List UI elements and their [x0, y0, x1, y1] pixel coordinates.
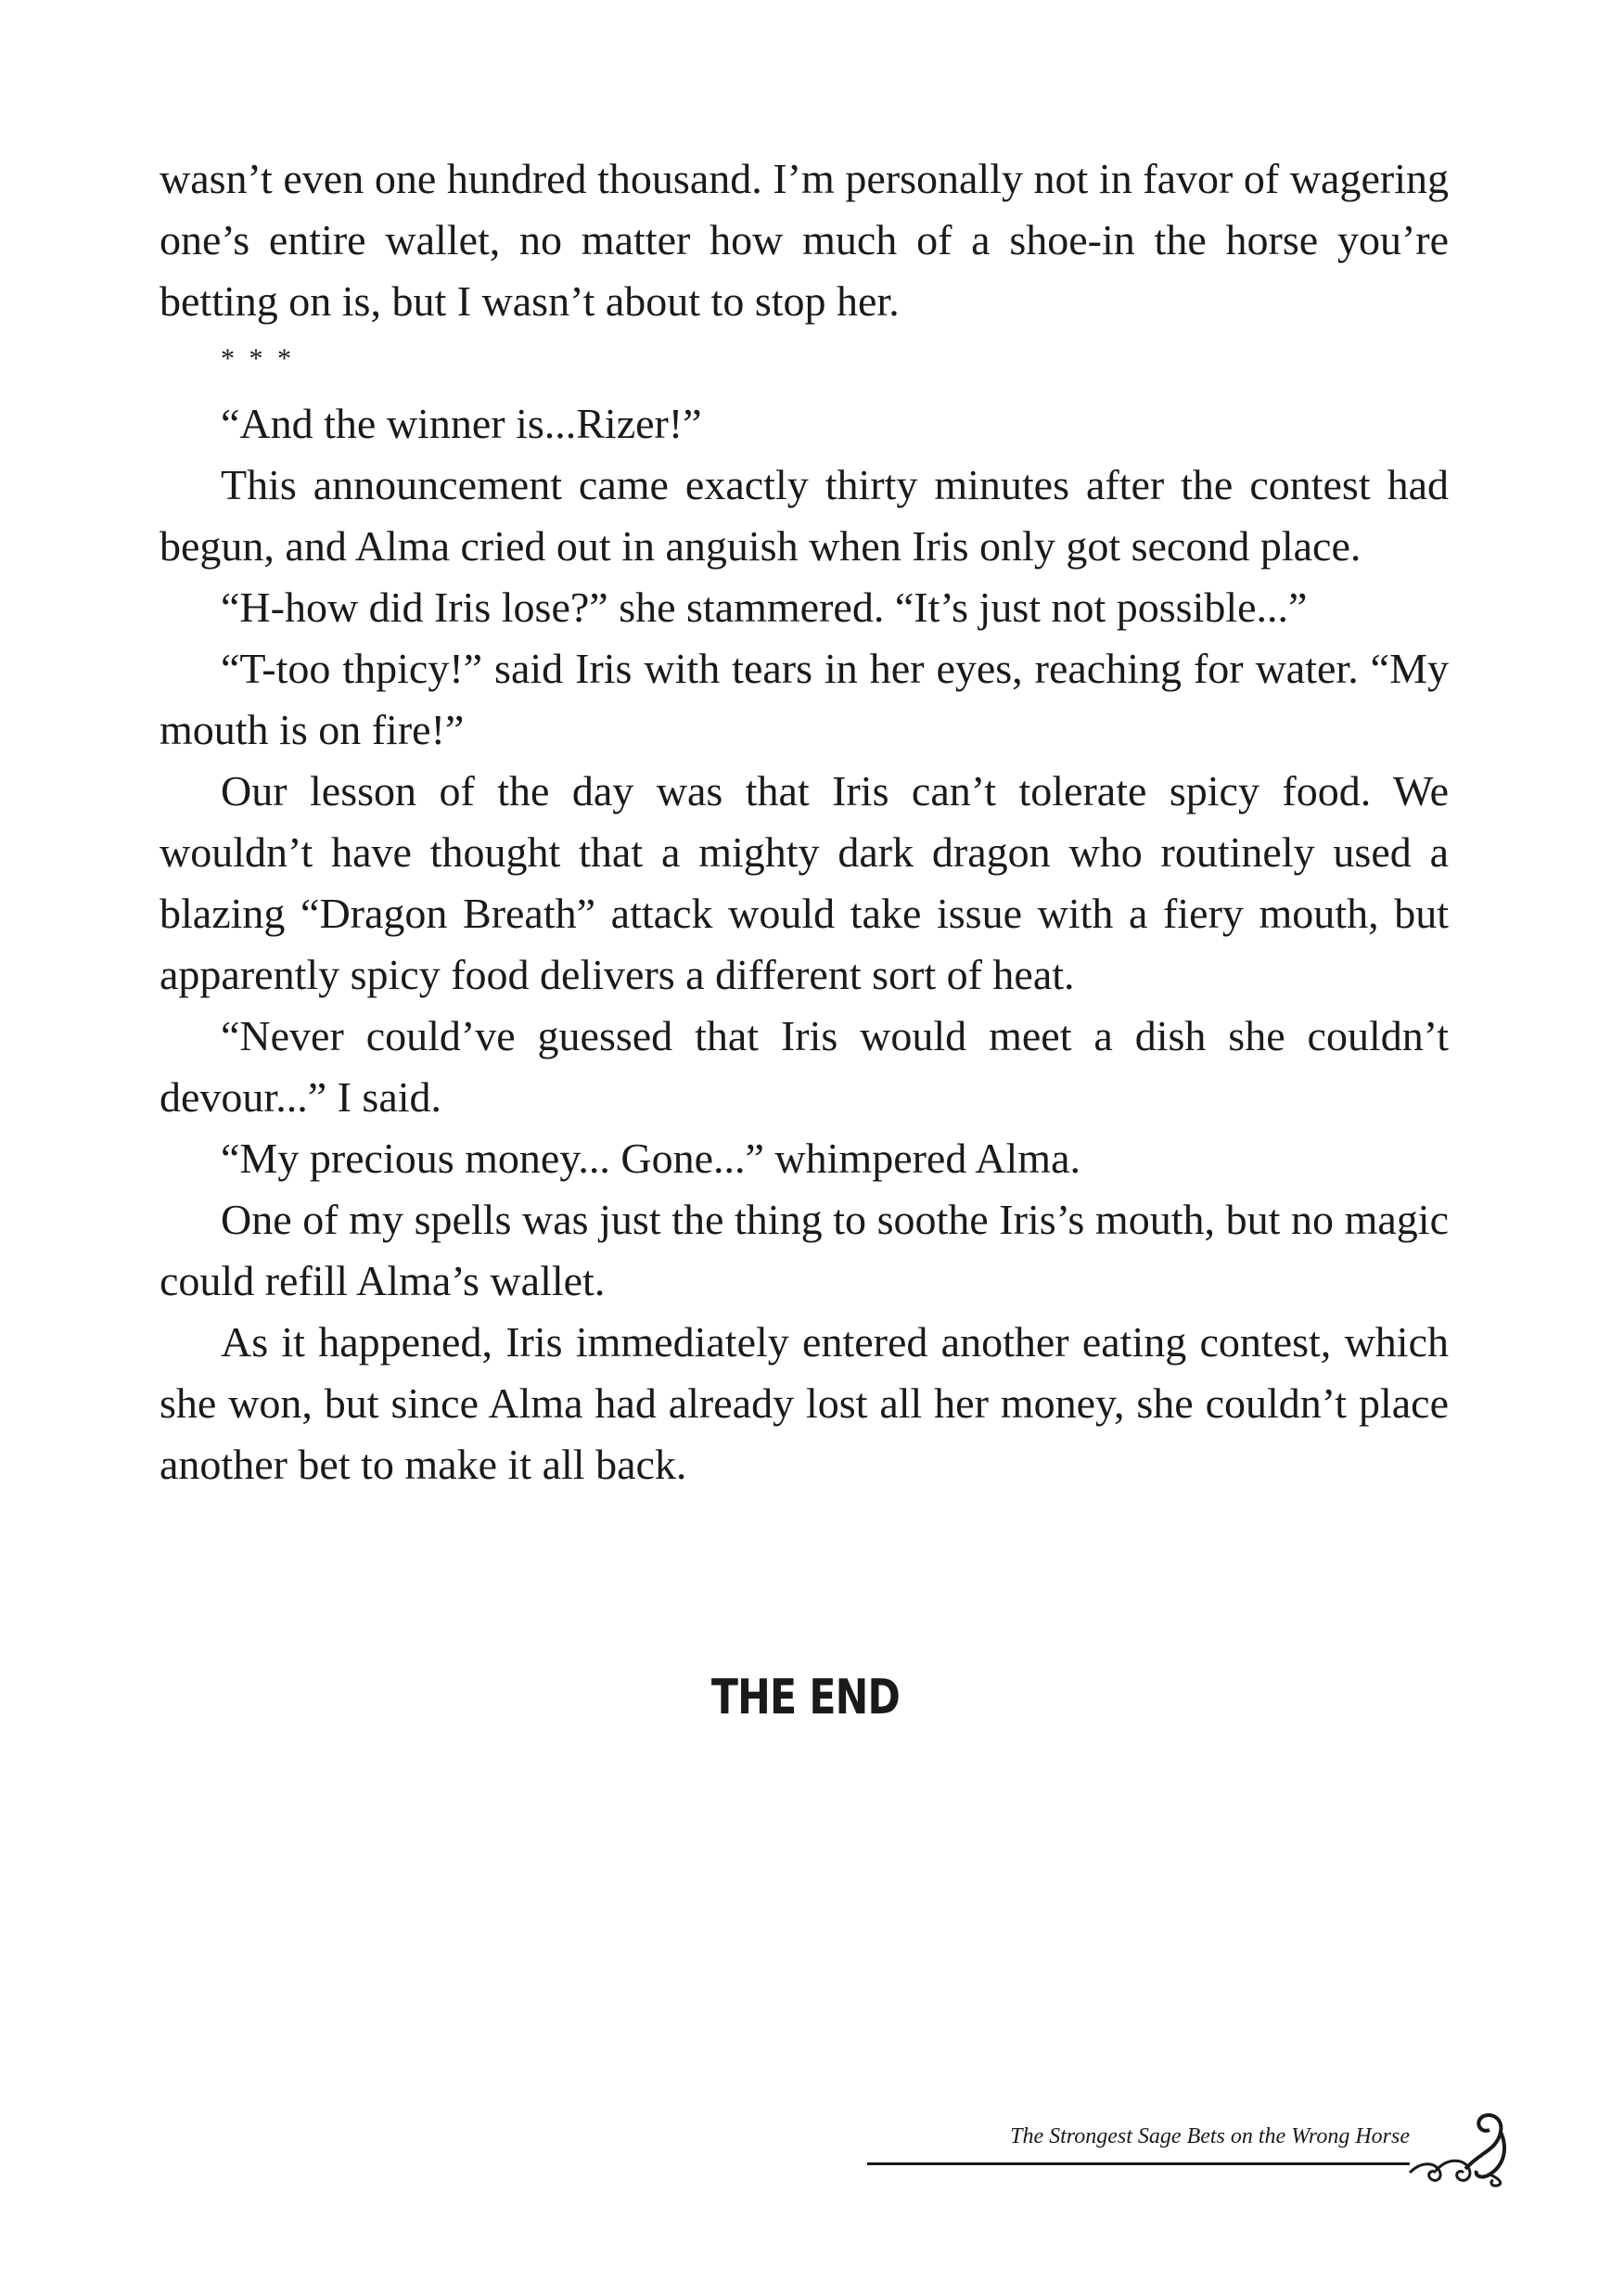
running-footer-title: The Strongest Sage Bets on the Wrong Horse: [1010, 2124, 1410, 2148]
scene-break: * * *: [221, 343, 295, 374]
paragraph: “My precious money... Gone...” whimpered Alma.: [221, 1135, 1081, 1182]
flourish-ornament-icon: [1408, 2104, 1519, 2187]
paragraph: “H-how did Iris lose?” she stammered. “It’s just not possible...”: [221, 584, 1308, 631]
paragraph: As it happened, Iris immediately entered another eating contest, which she won, but since Alma had already lost all her money, she couldn’t place another bet to make it all back.: [160, 1318, 1449, 1488]
paragraph: One of my spells was just the thing to soothe Iris’s mouth, but no magic could refill Alma’s wallet.: [160, 1196, 1449, 1304]
paragraph: This announcement came exactly thirty minutes after the contest had begun, and Alma cried out in anguish when Iris only got second place.: [160, 461, 1449, 570]
paragraph: “Never could’ve guessed that Iris would meet a dish she couldn’t devour...” I said.: [160, 1012, 1449, 1121]
footer-rule: [867, 2162, 1410, 2165]
body-text: [160, 148, 1449, 1495]
end-heading: THE END: [710, 1670, 901, 1725]
paragraph: wasn’t even one hundred thousand. I’m personally not in favor of wagering one’s entire wallet, no matter how much of a shoe-in the horse you’re betting on is, but I wasn’t about to stop her.: [160, 155, 1449, 325]
paragraph: Our lesson of the day was that Iris can’t tolerate spicy food. We wouldn’t have thought that a mighty dark dragon who routinely used a blazing “Dragon Breath” attack would take issue with a fiery mouth, but apparently spicy food delivers a different sort of heat.: [160, 767, 1449, 998]
page-footer: [863, 2097, 1530, 2189]
paragraph: “T-too thpicy!” said Iris with tears in her eyes, reaching for water. “My mouth is on fire!”: [160, 645, 1449, 753]
paragraph: “And the winner is...Rizer!”: [221, 400, 702, 447]
